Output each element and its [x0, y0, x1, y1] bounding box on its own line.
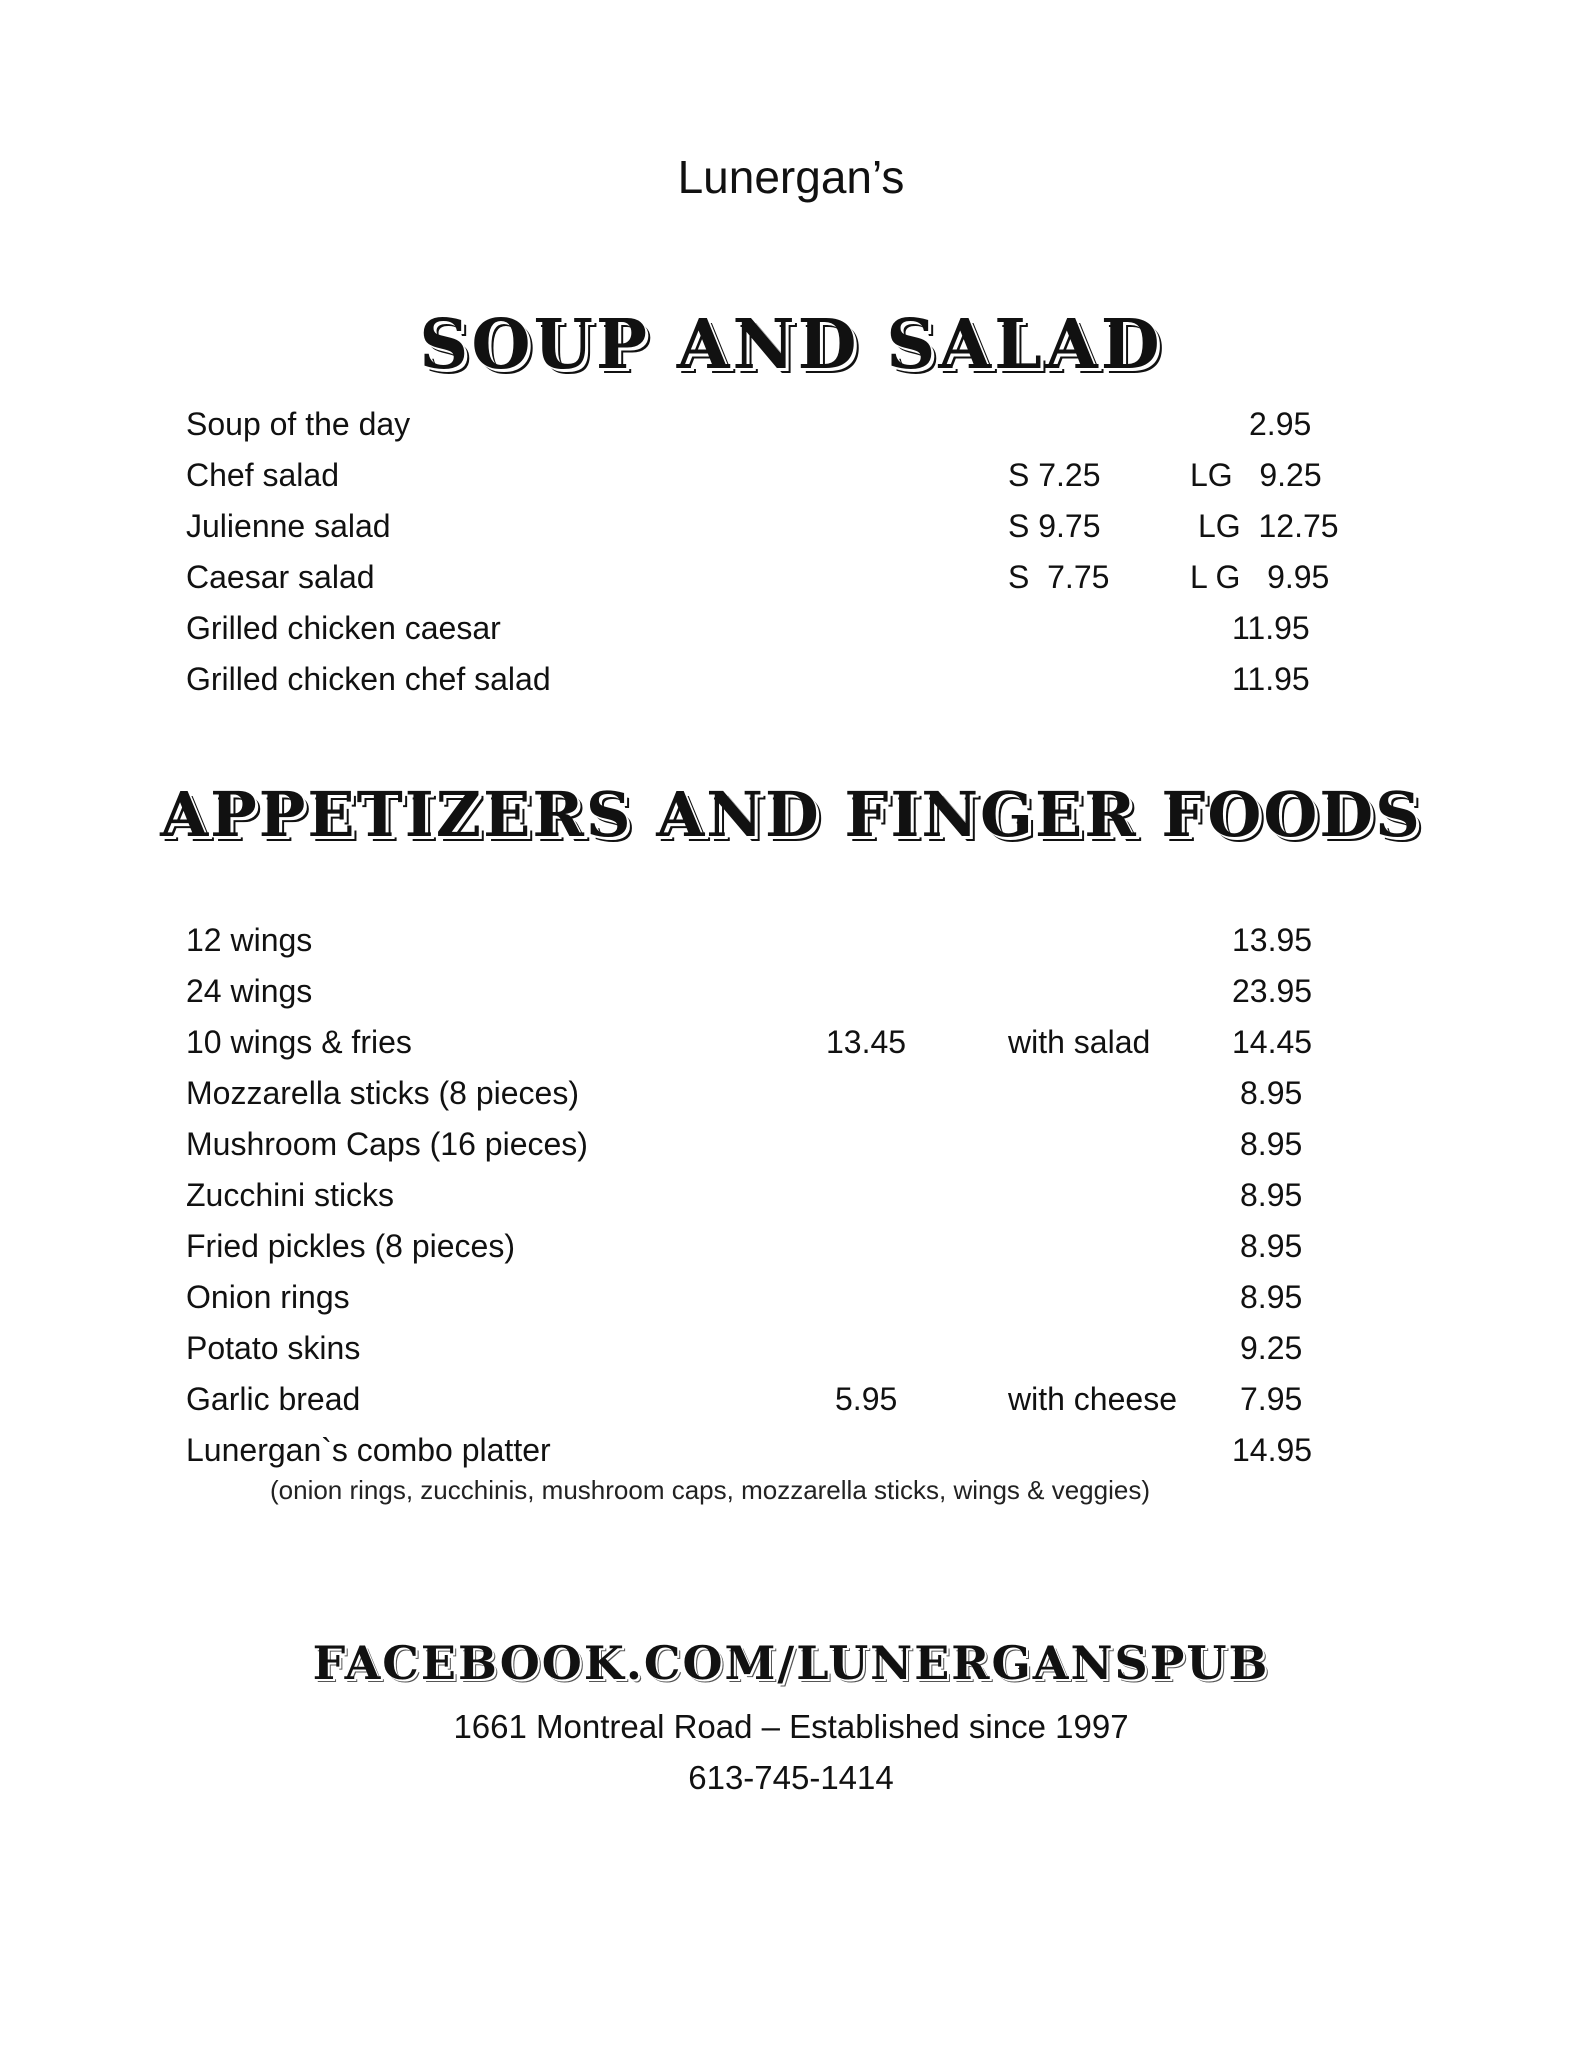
combo-platter-note: (onion rings, zucchinis, mushroom caps, mozzarella sticks, wings & veggies) [269, 1475, 1150, 1505]
menu-item-name: Caesar salad [186, 559, 375, 595]
phone-line: 613-745-1414 [688, 1759, 894, 1796]
facebook-link[interactable]: FACEBOOK.COM/LUNERGANSPUB [312, 1636, 1270, 1690]
menu-item-name: Julienne salad [186, 508, 391, 544]
menu-item-name: Soup of the day [186, 406, 411, 442]
menu-item-price: 11.95 [1232, 610, 1310, 646]
menu-item-name: Zucchini sticks [186, 1177, 395, 1213]
menu-item-large-price: L G 9.95 [1190, 559, 1330, 595]
menu-item-large-price: LG 9.25 [1190, 457, 1322, 493]
section-heading-soup-salad: SOUP AND SALAD [419, 305, 1163, 385]
menu-item-name: Onion rings [186, 1279, 350, 1315]
menu-item-name: 24 wings [186, 973, 313, 1009]
menu-item-price: 14.45 [1232, 1024, 1313, 1060]
address-line: 1661 Montreal Road – Established since 1997 [453, 1708, 1129, 1745]
menu-item-small-price: S 7.75 [1008, 559, 1110, 595]
menu-item-small-price: S 9.75 [1008, 508, 1101, 544]
menu-item-price: 8.95 [1240, 1228, 1303, 1264]
menu-item-price: 8.95 [1240, 1126, 1303, 1162]
menu-item-large-price: LG 12.75 [1198, 508, 1339, 544]
restaurant-name: Lunergan’s [677, 151, 905, 203]
menu-item-name: Chef salad [186, 457, 339, 493]
menu-item-price: 23.95 [1232, 973, 1313, 1009]
menu-item-name: Mushroom Caps (16 pieces) [186, 1126, 588, 1162]
menu-item-small-price: S 7.25 [1008, 457, 1101, 493]
menu-item-name: 10 wings & fries [186, 1024, 412, 1060]
menu-item-base-price: 13.45 [826, 1024, 907, 1060]
menu-item-price: 8.95 [1240, 1279, 1303, 1315]
menu-item-name: Fried pickles (8 pieces) [186, 1228, 515, 1264]
menu-item-option: with salad [1008, 1024, 1151, 1060]
menu-item-price: 11.95 [1232, 661, 1310, 697]
menu-item-name: Garlic bread [186, 1381, 361, 1417]
menu-item-name: Potato skins [186, 1330, 361, 1366]
menu-item-price: 8.95 [1240, 1075, 1303, 1111]
menu-item-price: 7.95 [1240, 1381, 1303, 1417]
menu-item-name: Mozzarella sticks (8 pieces) [186, 1075, 579, 1111]
menu-item-name: Grilled chicken caesar [186, 610, 501, 646]
menu-item-price: 8.95 [1240, 1177, 1303, 1213]
menu-item-price: 13.95 [1232, 922, 1313, 958]
menu-item-base-price: 5.95 [835, 1381, 898, 1417]
menu-item-price: 9.25 [1240, 1330, 1303, 1366]
section-heading-appetizers: APPETIZERS AND FINGER FOODS [160, 778, 1422, 851]
menu-item-option: with cheese [1008, 1381, 1177, 1417]
menu-item-price: 14.95 [1232, 1432, 1313, 1468]
menu-item-name: 12 wings [186, 922, 313, 958]
menu-item-price: 2.95 [1249, 406, 1312, 442]
menu-item-name: Lunergan`s combo platter [186, 1432, 551, 1468]
menu-item-name: Grilled chicken chef salad [186, 661, 551, 697]
